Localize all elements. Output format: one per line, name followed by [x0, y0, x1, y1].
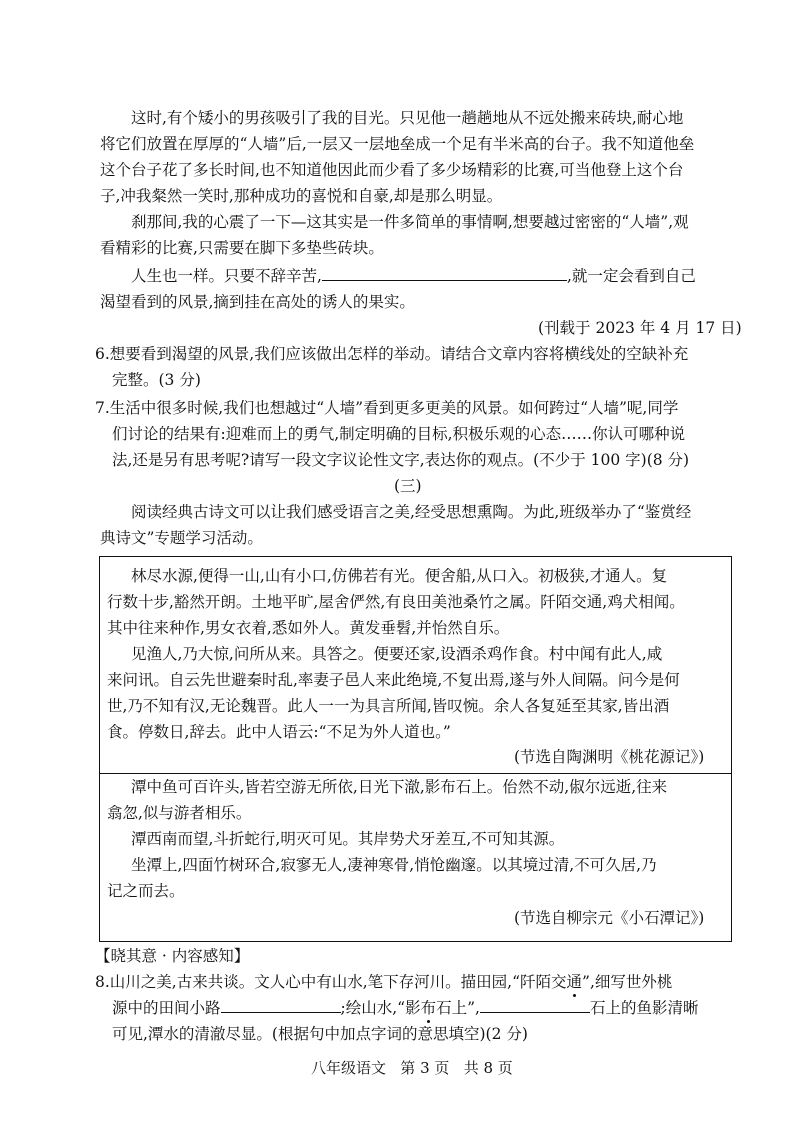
- text-b-p3-line1: 坐潭上,四面竹树环合,寂寥无人,凄神寒骨,悄怆幽邃。以其境过清,不可久居,乃: [131, 856, 657, 874]
- passage-p1-line4: 子,冲我粲然一笑时,那种成功的喜悦和自豪,却是那么明显。: [100, 187, 503, 205]
- text-b-source: (节选自柳宗元《小石潭记》): [514, 909, 705, 927]
- question-8-line3: 可见,潭水的清澈尽显。(根据句中加点字词的意思填空)(2 分): [112, 1025, 528, 1043]
- text-b-p1-line1: 潭中鱼可百许头,皆若空游无所依,日光下澈,影布石上。佁然不动,俶尔远逝,往来: [131, 778, 668, 796]
- text-a-p2-line1: 见渔人,乃大惊,问所从来。具答之。便要还家,设酒杀鸡作食。村中闻有此人,咸: [131, 645, 663, 663]
- dotted-char-bu: 布: [420, 999, 437, 1017]
- passage-p1-line3: 这个台子花了多长时间,也不知道他因此而少看了多少场精彩的比赛,可当他登上这个台: [100, 161, 684, 179]
- classical-texts-divider: [99, 773, 732, 774]
- question-7-line3: 法,还是另有思考呢?请写一段文字议论性文字,表达你的观点。(不少于 100 字)(8 分): [112, 451, 690, 469]
- answer-blank-q8-1[interactable]: [221, 998, 341, 1013]
- passage-p1-line1: 这时,有个矮小的男孩吸引了我的目光。只见他一趟趟地从不远处搬来砖块,耐心地: [131, 109, 684, 127]
- section-label-content-perception: 【晓其意 · 内容感知】: [95, 947, 250, 965]
- question-6-line2: 完整。(3 分): [112, 371, 201, 389]
- text-a-p2-line3: 世,乃不知有汉,无论魏晋。此人一一为具言所闻,皆叹惋。余人各复延至其家,皆出酒: [107, 697, 670, 715]
- dotted-char-tong: 通: [566, 973, 583, 991]
- text-a-p1-line1: 林尽水源,便得一山,山有小口,仿佛若有光。便舍船,从口入。初极狭,才通人。复: [131, 567, 668, 585]
- question-8-line1: 8.山川之美,古来共谈。文人心中有山水,笔下存河川。描田园,“阡陌交通”,细写世外桃: [95, 973, 673, 991]
- question-6-line1: 6.想要看到渴望的风景,我们应该做出怎样的举动。请结合文章内容将横线处的空缺补充: [95, 345, 689, 363]
- question-8-line2: 源中的田间小路 ;绘山水,“影布石上”, 石上的鱼影清晰: [112, 999, 699, 1017]
- text-b-p2-line1: 潭西南而望,斗折蛇行,明灭可见。其岸势犬牙差互,不可知其源。: [131, 830, 565, 848]
- text-a-p2-line4: 食。停数日,辞去。此中人语云:“不足为外人道也。”: [107, 723, 451, 741]
- passage-p2-line1: 刹那间,我的心震了一下—这其实是一件多简单的事情啊,想要越过密密的“人墙”,观: [131, 213, 689, 231]
- passage-p3-line2: 渴望看到的风景,摘到挂在高处的诱人的果实。: [100, 293, 415, 311]
- passage-p2-line2: 看精彩的比赛,只需要在脚下多垫些砖块。: [100, 239, 384, 257]
- passage-p3-text-a: 人生也一样。只要不辞辛苦,: [131, 267, 322, 285]
- answer-blank-q8-2[interactable]: [480, 998, 590, 1013]
- passage-p1-line2: 将它们放置在厚厚的“人墙”后,一层又一层地垒成一个足有半米高的台子。我不知道他垒: [100, 135, 695, 153]
- text-b-p3-line2: 记之而去。: [107, 882, 185, 900]
- question-7-line1: 7.生活中很多时候,我们也想越过“人墙”看到更多更美的风景。如何跨过“人墙”呢,同学: [95, 399, 679, 417]
- passage-p3-line1: [131, 266, 696, 286]
- text-a-p1-line2: 行数十步,豁然开朗。土地平旷,屋舍俨然,有良田美池桑竹之属。阡陌交通,鸡犬相闻。: [107, 593, 685, 611]
- section-3-intro-line1: 阅读经典古诗文可以让我们感受语言之美,经受思想熏陶。为此,班级举办了“鉴赏经: [131, 503, 692, 521]
- text-a-source: (节选自陶渊明《桃花源记》): [514, 748, 705, 766]
- passage-p3-text-b: ,就一定会看到自己: [566, 267, 696, 285]
- section-3-heading: (三): [394, 477, 422, 495]
- answer-blank-q6[interactable]: [322, 266, 567, 281]
- passage-source: (刊载于 2023 年 4 月 17 日): [538, 319, 742, 337]
- question-7-line2: 们讨论的结果有:迎难而上的勇气,制定明确的目标,积极乐观的心态……你认可哪种说: [112, 425, 686, 443]
- text-a-p2-line2: 来问讯。自云先世避秦时乱,率妻子邑人来此绝境,不复出焉,遂与外人间隔。问今是何: [107, 671, 680, 689]
- page-footer: 八年级语文 第 3 页 共 8 页: [311, 1059, 513, 1077]
- section-3-intro-line2: 典诗文”专题学习活动。: [100, 529, 263, 547]
- text-b-p1-line2: 翕忽,似与游者相乐。: [107, 804, 252, 822]
- text-a-p1-line3: 其中往来种作,男女衣着,悉如外人。黄发垂髫,并怡然自乐。: [107, 619, 510, 637]
